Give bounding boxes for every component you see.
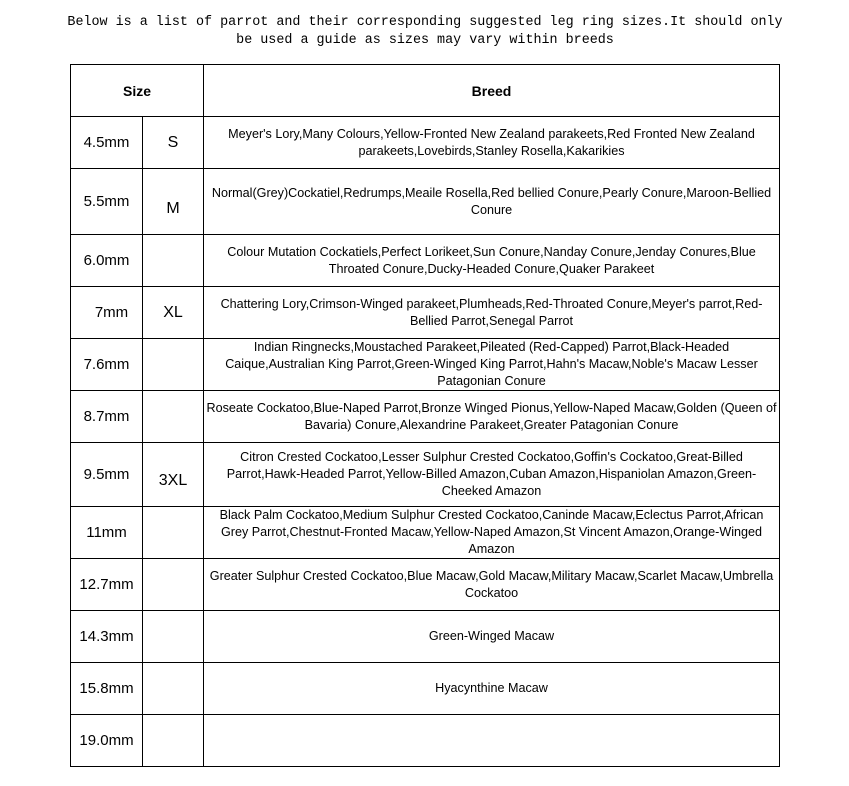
ring-size-cell [71,663,143,715]
ring-size-table [70,64,780,767]
table-header-row [71,65,780,117]
table-row [71,559,780,611]
breed-cell: Hyacynthine Macaw [204,663,780,715]
size-label-cell [143,507,204,559]
size-label-cell [143,235,204,287]
table-row [71,235,780,287]
ring-size-value: 7mm [94,304,129,321]
table-row [71,507,780,559]
ring-size-value: 5.5mm [83,193,130,210]
table-row [71,715,780,767]
ring-size-cell [71,235,143,287]
breed-header: Breed [204,65,780,117]
breed-cell [204,715,780,767]
size-label-cell: 3XL [143,443,204,507]
table-row [71,663,780,715]
breed-cell: Greater Sulphur Crested Cockatoo,Blue Macaw,Gold Macaw,Military Macaw,Scarlet Macaw,Umbrella Cockatoo [204,559,780,611]
ring-size-cell [71,611,143,663]
size-header: Size [71,65,204,117]
ring-size-cell [71,715,143,767]
breed-cell: Meyer's Lory,Many Colours,Yellow-Fronted New Zealand parakeets,Red Fronted New Zealand parakeets,Lovebirds,Stanley Rosella,Kakarikies [204,117,780,169]
table-row [71,117,780,169]
ring-size-cell [71,117,143,169]
size-label-cell [143,339,204,391]
table-row [71,443,780,507]
size-label-cell [143,391,204,443]
ring-size-value: 15.8mm [79,680,134,697]
breed-cell: Normal(Grey)Cockatiel,Redrumps,Meaile Rosella,Red bellied Conure,Pearly Conure,Maroon-Bellied Conure [204,169,780,235]
size-label-cell [143,663,204,715]
ring-size-value: 9.5mm [83,466,130,483]
intro-text: Below is a list of parrot and their corresponding suggested leg ring sizes.It should only be used a guide as sizes may vary within breeds [67,15,783,48]
ring-size-cell [71,339,143,391]
ring-size-value: 19.0mm [79,732,134,749]
table-row [71,611,780,663]
breed-cell: Black Palm Cockatoo,Medium Sulphur Crested Cockatoo,Caninde Macaw,Eclectus Parrot,African Grey Parrot,Chestnut-Fronted Macaw,Yellow-Naped Amazon,St Vincent Amazon,Orange-Winged Amazon [204,507,780,559]
table-row [71,287,780,339]
breed-cell: Citron Crested Cockatoo,Lesser Sulphur Crested Cockatoo,Goffin's Cockatoo,Great-Billed Parrot,Hawk-Headed Parrot,Yellow-Billed Amazon,Cuban Amazon,Hispaniolan Amazon,Green-Cheeked Amazon [204,443,780,507]
ring-size-value: 6.0mm [83,252,130,269]
breed-cell: Green-Winged Macaw [204,611,780,663]
ring-size-value: 8.7mm [83,408,130,425]
ring-size-cell [71,287,143,339]
breed-cell: Roseate Cockatoo,Blue-Naped Parrot,Bronze Winged Pionus,Yellow-Naped Macaw,Golden (Queen of Bavaria) Conure,Alexandrine Parakeet,Greater Patagonian Conure [204,391,780,443]
ring-size-value: 12.7mm [79,576,134,593]
ring-size-cell [71,443,143,507]
breed-cell: Indian Ringnecks,Moustached Parakeet,Pileated (Red-Capped) Parrot,Black-Headed Caique,Australian King Parrot,Green-Winged King Parrot,Hahn's Macaw,Noble's Macaw Lesser Patagonian Conure [204,339,780,391]
ring-size-value: 4.5mm [83,134,130,151]
size-label-cell: XL [143,287,204,339]
size-label-cell [143,611,204,663]
size-label-cell [143,559,204,611]
ring-size-value: 14.3mm [79,628,134,645]
table-row [71,391,780,443]
table-row [71,169,780,235]
size-label-cell: S [143,117,204,169]
breed-cell: Colour Mutation Cockatiels,Perfect Lorikeet,Sun Conure,Nanday Conure,Jenday Conures,Blue Throated Conure,Ducky-Headed Conure,Quaker Parakeet [204,235,780,287]
ring-size-cell [71,507,143,559]
ring-size-cell [71,559,143,611]
ring-size-value: 7.6mm [83,356,130,373]
ring-size-cell [71,391,143,443]
table-row [71,339,780,391]
breed-cell: Chattering Lory,Crimson-Winged parakeet,Plumheads,Red-Throated Conure,Meyer's parrot,Red-Bellied Parrot,Senegal Parrot [204,287,780,339]
ring-size-value: 11mm [86,524,127,541]
size-label-cell [143,715,204,767]
ring-size-cell [71,169,143,235]
size-label-cell: M [143,169,204,235]
